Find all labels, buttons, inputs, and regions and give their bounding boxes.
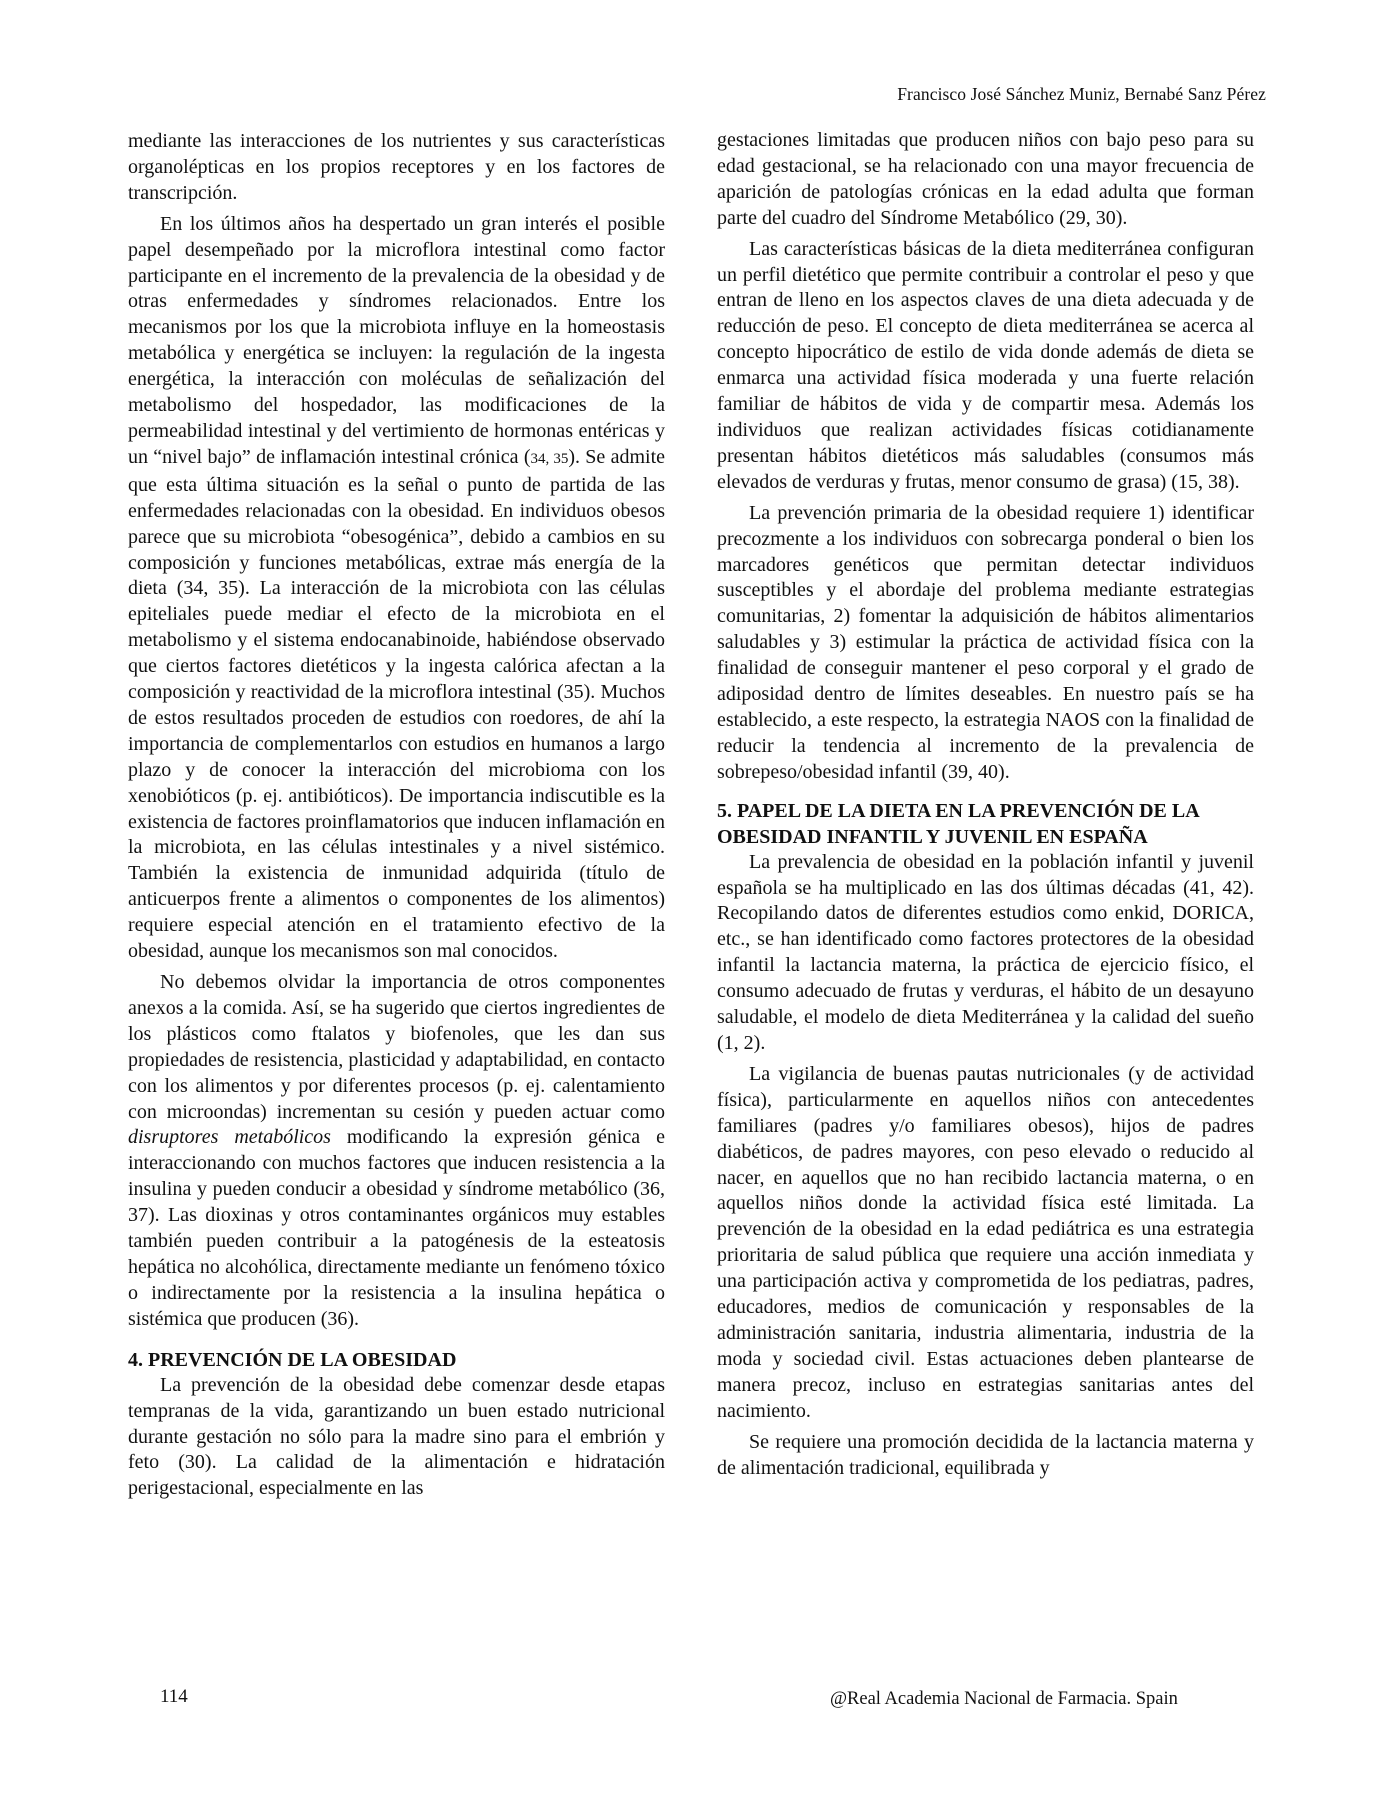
paragraph: [128, 970, 665, 1333]
paragraph: La vigilancia de buenas pautas nutricionales (y de actividad física), particularmente en aquellos niños con antecedentes familiares (padres y/o familiares obesos), hijos de padres diabéticos, de padres mayores, con peso elevado o reducido al nacer, en aquellos que no han recibido lactancia materna, o en aquellos niños donde la actividad física esté limitada. La prevención de la obesidad en la edad pediátrica es una estrategia prioritaria de salud pública que requiere una acción inmediata y una participación activa y comprometida de los pediatras, padres, educadores, medios de comunicación y responsables de la administración sanitaria, industria alimentaria, industria de la moda y sociedad civil. Estas actuaciones deben plantearse de manera precoz, incluso en estrategias sanitarias antes del nacimiento.: [717, 1062, 1254, 1422]
paragraph-text: ). Se admite que esta última situación es la señal o punto de partida de las enfermedades relacionadas con la obesidad. En individuos obesos parece que su microbiota “obesogénica”, debido a cambios en su composición y funciones metabólicas, extrae más energía de la dieta (34, 35). La interacción de la microbiota con las células epiteliales puede mediar el efecto de la microbiota en el metabolismo y el sistema endocanabinoide, habiéndose observado que ciertos factores dietéticos y la ingesta calórica afectan a la composición y reactividad de la microflora intestinal (35). Muchos de estos resultados proceden de estudios con roedores, de ahí la importancia de complementarlos con estudios en humanos a largo plazo y de conocer la interacción del microbioma con los xenobióticos (p. ej. antibióticos). De importancia indiscutible es la existencia de factores proinflamatorios que inducen inflamación en la microbiota, en las células intestinales y a nivel sistémico. También la existencia de inmunidad adquirida (título de anticuerpos frente a alimentos o componentes de los alimentos) requiere especial atención en el tratamiento efectivo de la obesidad, aunque los mecanismos son mal conocidos.: [128, 445, 666, 963]
footer-copyright: @Real Academia Nacional de Farmacia. Spain: [830, 1689, 1178, 1709]
paragraph: mediante las interacciones de los nutrientes y sus características organolépticas en los propios receptores y en los factores de transcripción.: [128, 130, 665, 204]
page-number: 114: [160, 1686, 188, 1707]
paragraph: [128, 212, 665, 965]
paragraph: Las características básicas de la dieta mediterránea configuran un perfil dietético que permite contribuir a controlar el peso y que entran de lleno en los aspectos claves de una dieta adecuada y de reducción de peso. El concepto de dieta mediterránea se acerca al concepto hipocrático de estilo de vida donde además de dieta se enmarca una actividad física moderada y una fuerte relación familiar de hábitos de vida y de compartir mesa. Además los individuos que realizan actividades físicas cotidianamente presentan hábitos dietéticos más saludables (consumos más elevados de verduras y frutas, menor consumo de grasa) (15, 38).: [717, 237, 1254, 493]
paragraph-text: En los últimos años ha despertado un gran interés el posible papel desempeñado por la microflora intestinal como factor participante en el incremento de la prevalencia de la obesidad y de otras enfermedades y síndromes relacionados. Entre los mecanismos por los que la microbiota influye en la homeostasis metabólica y energética se incluyen: la regulación de la ingesta energética, la interacción con moléculas de señalización del metabolismo del hospedador, las modificaciones de la permeabilidad intestinal y del vertimiento de hormonas entéricas y un “nivel bajo” de inflamación intestinal crónica (: [128, 212, 665, 468]
paragraph: La prevención primaria de la obesidad requiere 1) identificar precozmente a los individuos con sobrecarga ponderal o bien los marcadores genéticos que permitan detectar individuos susceptibles y el abordaje del problema mediante estrategias comunitarias, 2) fomentar la adquisición de hábitos alimentarios saludables y 3) estimular la práctica de actividad física con la finalidad de conseguir mantener el peso corporal y el grado de adiposidad dentro de límites deseables. En nuestro país se ha establecido, a este respecto, la estrategia NAOS con la finalidad de reducir la tendencia al incremento de la prevalencia de sobrepeso/obesidad infantil (39, 40).: [717, 501, 1254, 783]
paragraph: gestaciones limitadas que producen niños con bajo peso para su edad gestacional, se ha relacionado con una mayor frecuencia de aparición de patologías crónicas en la edad adulta que forman parte del cuadro del Síndrome Metabólico (29, 30).: [717, 129, 1254, 229]
right-column: [717, 128, 1254, 1481]
section-heading-4: 4. PREVENCIÓN DE LA OBESIDAD: [128, 1348, 457, 1371]
emphasis: disruptores metabólicos: [128, 1126, 331, 1149]
paragraph-text: No debemos olvidar la importancia de otros componentes anexos a la comida. Así, se ha sugerido que ciertos ingredientes de los plásticos como ftalatos y biofenoles, que les dan sus propiedades de resistencia, plasticidad y adaptabilidad, en contacto con los alimentos y por diferentes procesos (p. ej. calentamiento con microondas) incrementan su cesión y pueden actuar como: [128, 971, 665, 1123]
running-head-authors: Francisco José Sánchez Muniz, Bernabé Sanz Pérez: [897, 84, 1266, 104]
citation: 34, 35: [530, 450, 569, 467]
paragraph-text: modificando la expresión génica e interaccionando con muchos factores que inducen resistencia a la insulina y pueden conducir a obesidad y síndrome metabólico (36, 37). Las dioxinas y otros contaminantes orgánicos muy estables también pueden contribuir a la patogénesis de la esteatosis hepática no alcohólica, directamente mediante un fenómeno tóxico o indirectamente por la resistencia a la insulina hepática o sistémica que producen (36).: [128, 1126, 665, 1330]
paragraph: La prevalencia de obesidad en la población infantil y juvenil española se ha multiplicado en las dos últimas décadas (41, 42). Recopilando datos de diferentes estudios como enkid, DORICA, etc., se han identificado como factores protectores de la obesidad infantil la lactancia materna, la práctica de ejercicio físico, el consumo adecuado de frutas y verduras, el hábito de un desayuno saludable, el modelo de dieta Mediterránea y la calidad del sueño (1, 2).: [717, 850, 1254, 1054]
paragraph: La prevención de la obesidad debe comenzar desde etapas tempranas de la vida, garantizando un buen estado nutricional durante gestación no sólo para la madre sino para el embrión y feto (30). La calidad de la alimentación e hidratación perigestacional, especialmente en las: [128, 1373, 665, 1500]
left-column: [128, 129, 665, 1502]
paragraph: Se requiere una promoción decidida de la lactancia materna y de alimentación tradicional, equilibrada y: [717, 1430, 1254, 1479]
section-heading-5: 5. PAPEL DE LA DIETA EN LA PREVENCIÓN DE LA OBESIDAD INFANTIL Y JUVENIL EN ESPAÑA: [717, 799, 1199, 848]
